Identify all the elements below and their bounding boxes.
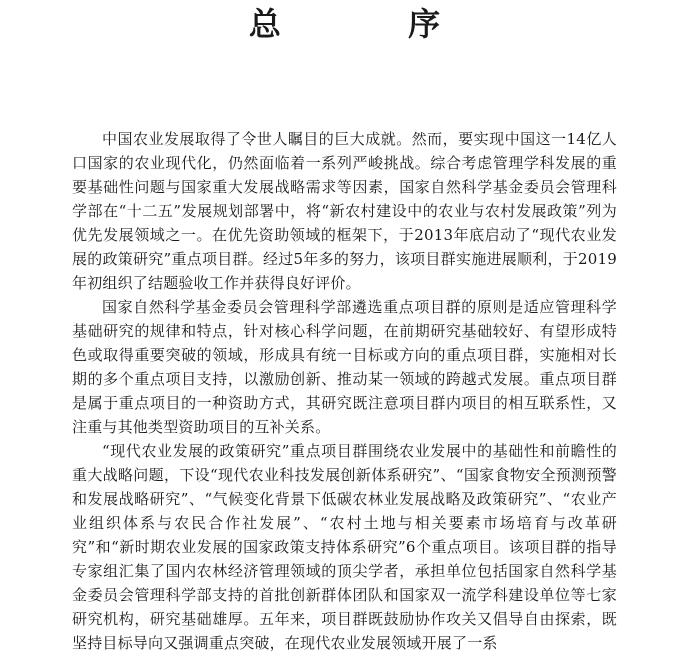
paragraph-3: “现代农业发展的政策研究”重点项目群围绕农业发展中的基础性和前瞻性的重大战略问题，下设“现代农业科技发展创新体系研究”、“国家食物安全预测预警和发展战略研究”、“气候变化背景下低碳农林业发展战略及政策研究”、“农业产业组织体系与农民合作社发展”、“农村土地与相关要素市场培育与改革研究”和“新时期农业发展的国家政策支持体系研究”6个重点项目。该项目群的指导专家组汇集了国内农林经济管理领域的顶尖学者，承担单位包括国家自然科学基金委员会管理科学部支持的首批创新群体团队和国家双一流学科建设单位等七家研究机构，研究基础雄厚。五年来，项目群既鼓励协作攻关又倡导自由探索，既坚持目标导向又强调重点突破，在现代农业发展领域开展了一系	[72, 442, 617, 652]
paragraph-2: 国家自然科学基金委员会管理科学部遴选重点项目群的原则是适应管理科学基础研究的规律和特点，针对核心科学问题，在前期研究基础较好、有望形成特色或取得重要突破的领域，形成具有统一目标或方向的重点项目群，实施相对长期的多个重点项目支持，以激励创新、推动某一领域的跨越式发展。重点项目群是属于重点项目的一种资助方式，其研究既注意项目群内项目的相互联系性，又注重与其他类型资助项目的互补关系。	[72, 298, 617, 436]
paragraph-1: 中国农业发展取得了令世人瞩目的巨大成就。然而，要实现中国这一14亿人口国家的农业现代化，仍然面临着一系列严峻挑战。综合考虑管理学科发展的重要基础性问题与国家重大发展战略需求等因素，国家自然科学基金委员会管理科学部在“十二五”发展规划部署中，将“新农村建设中的农业与农村发展政策”列为优先发展领域之一。在优先资助领域的框架下，于2013年底启动了“现代农业发展的政策研究”重点项目群。经过5年多的努力，该项目群实施进展顺利，于2019年初组织了结题验收工作并获得良好评价。	[72, 130, 617, 292]
page-title: 总 序	[248, 5, 499, 43]
body-text	[72, 127, 617, 655]
